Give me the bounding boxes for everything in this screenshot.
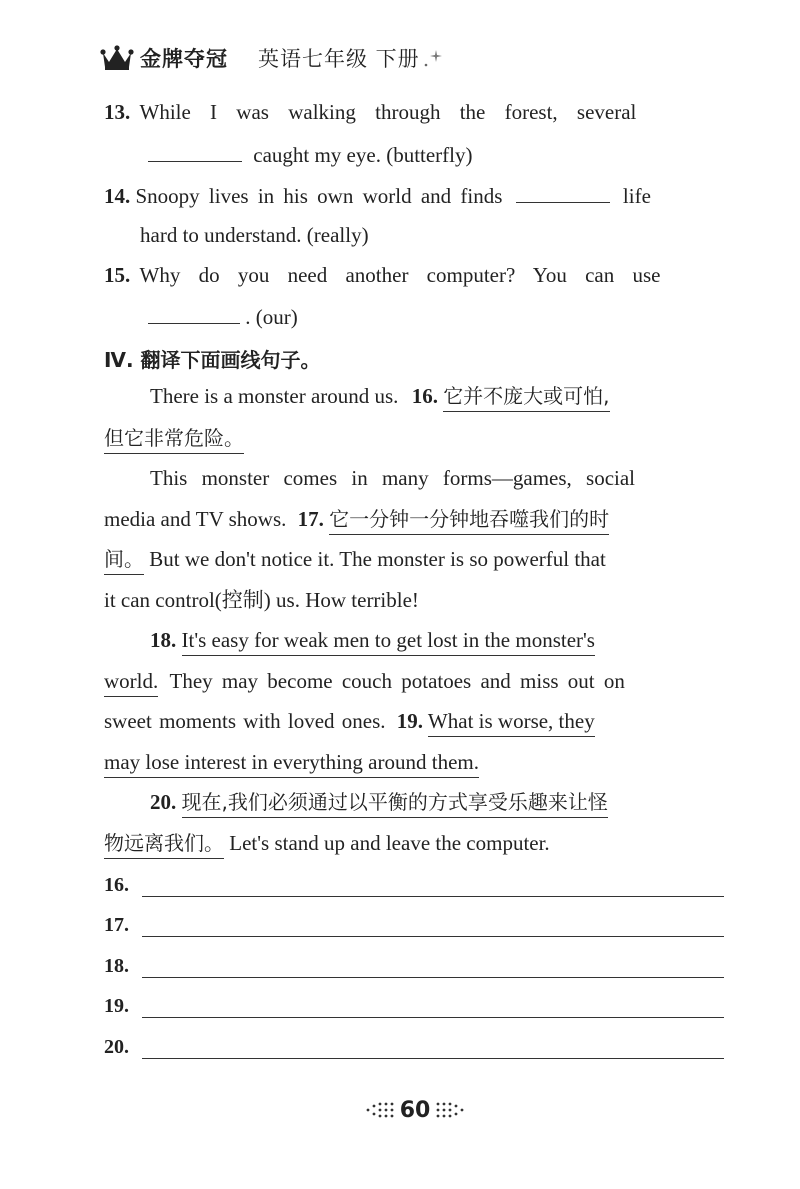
passage-text: sweet moments with loved ones. [104,709,386,733]
passage-p3-line-2 [104,671,625,692]
question-13-line-2 [148,143,473,166]
passage-p2-line-3 [104,549,606,570]
passage-p2-line-4 [104,590,419,611]
answer-row-19[interactable] [104,993,724,1023]
answer-row-18[interactable] [104,953,724,983]
question-14-line-2 [140,225,369,246]
question-13-line-1 [104,102,724,123]
passage-text: They may become couch potatoes and miss out on [169,669,625,693]
question-number: 15. [104,263,131,287]
answer-label: 18. [104,955,129,977]
question-15-line-1 [104,265,724,286]
underlined-sentence-17-cont: 间。 [104,547,144,575]
answer-row-16[interactable] [104,872,724,902]
underlined-sentence-16: 它并不庞大或可怕, [443,384,609,412]
sentence-number-17: 17. [297,507,324,531]
answer-line[interactable] [142,936,724,937]
passage-text: it can control(控制) us. How terrible! [104,588,419,612]
passage-text: But we don't notice it. The monster is so powerful that [149,547,606,571]
book-brand-title: 金牌夺冠 [140,47,228,71]
answer-line[interactable] [142,977,724,978]
question-text: . (our) [245,305,298,329]
passage-p1-line-2 [104,428,244,449]
dot-pattern-right-icon [434,1100,466,1120]
underlined-sentence-17: 它一分钟一分钟地吞噬我们的时 [329,507,609,535]
underlined-sentence-19: What is worse, they [428,709,595,737]
crown-logo-icon [100,45,134,71]
answer-label: 17. [104,914,129,936]
answer-blank[interactable] [148,143,242,162]
page-number: 60 [399,1097,431,1123]
question-text: Why do you need another computer? You can use [139,263,661,287]
passage-text: This monster comes in many forms—games, social [150,466,636,490]
passage-text: There is a monster around us. [150,384,399,408]
passage-p1-line-1 [150,386,610,407]
dot-pattern-left-icon [364,1100,396,1120]
question-15-line-2 [148,305,298,328]
question-text: life [622,184,651,208]
question-text: While I was walking through the forest, several [139,100,637,124]
answer-blank[interactable] [148,305,240,324]
sentence-number-16: 16. [411,384,438,408]
answer-blank[interactable] [516,184,610,203]
section-title: Ⅳ. 翻译下面画线句子。 [104,348,321,372]
passage-text: media and TV shows. [104,507,287,531]
passage-p3-line-4 [104,752,479,773]
passage-text: Let's stand up and leave the computer. [229,831,550,855]
passage-p3-line-3 [104,711,595,732]
underlined-sentence-20-cont: 物远离我们。 [104,831,224,859]
question-text: Snoopy lives in his own world and finds [135,184,503,208]
underlined-sentence-18: It's easy for weak men to get lost in the monster's [182,628,595,656]
page-header [100,40,446,76]
passage-p4-line-1 [150,792,608,813]
passage-p4-line-2 [104,833,550,854]
question-number: 14. [104,184,131,208]
answer-label: 19. [104,995,129,1017]
answer-row-20[interactable] [104,1034,724,1064]
sentence-number-19: 19. [396,709,424,733]
answer-label: 16. [104,874,129,896]
answer-row-17[interactable] [104,912,724,942]
page-footer [360,1096,470,1124]
question-text: hard to understand. (really) [140,223,369,247]
passage-p3-line-1 [150,630,595,651]
book-subject-title: 英语七年级 下册 [258,47,420,71]
underlined-sentence-20: 现在,我们必须通过以平衡的方式享受乐趣来让怪 [182,790,608,818]
answer-line[interactable] [142,1017,724,1018]
underlined-sentence-18-cont: world. [104,669,158,697]
question-14-line-1 [104,184,651,207]
answer-line[interactable] [142,1058,724,1059]
sparkle-icon [422,46,446,70]
passage-p2-line-2 [104,509,609,530]
question-number: 13. [104,100,131,124]
answer-label: 20. [104,1036,129,1058]
answer-line[interactable] [142,896,724,897]
sentence-number-20: 20. [150,790,177,814]
question-text: caught my eye. (butterfly) [253,143,473,167]
passage-p2-line-1 [150,468,722,489]
underlined-sentence-19-cont: may lose interest in everything around them. [104,750,479,778]
sentence-number-18: 18. [150,628,177,652]
underlined-sentence-16-cont: 但它非常危险。 [104,426,244,454]
